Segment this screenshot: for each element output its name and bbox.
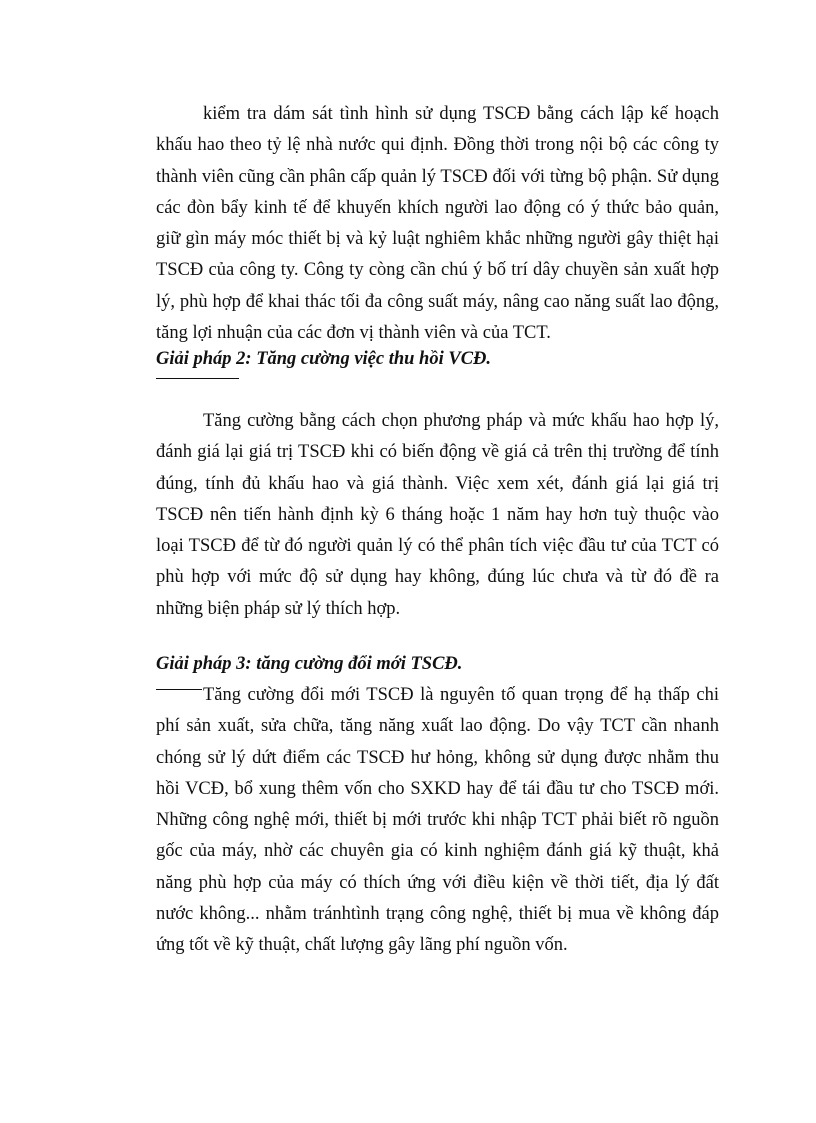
- heading-solution-3: Giải pháp 3: tăng cường đổi mới TSCĐ.: [156, 654, 463, 674]
- paragraph-asset-renewal: Tăng cường đổi mới TSCĐ là nguyên tố quan trọng để hạ thấp chi phí sản xuất, sửa chữa, tăng năng xuất lao động. Do vậy TCT cần nhanh chóng sử lý dứt điểm các TSCĐ hư hỏng, không sử dụng được nhằm thu hồi VCĐ, bổ xung thêm vốn cho SXKD hay để tái đầu tư cho TSCĐ mới. Những công nghệ mới, thiết bị mới trước khi nhập TCT phải biết rõ nguồn gốc của máy, nhờ các chuyên gia có kinh nghiệm đánh giá kỹ thuật, khả năng phù hợp của máy có thích ứng với điều kiện về thời tiết, địa lý đất nước không... nhằm tránhtình trạng công nghệ, thiết bị mua về không đáp ứng tốt về kỹ thuật, chất lượng gây lãng phí nguồn vốn.: [156, 685, 719, 956]
- paragraph-capital-recovery: Tăng cường bằng cách chọn phương pháp và mức khấu hao hợp lý, đánh giá lại giá trị TSCĐ khi có biến động về giá cả trên thị trường để tính đúng, tính đủ khấu hao và giá thành. Việc xem xét, đánh giá lại giá trị TSCĐ nên tiến hành định kỳ 6 tháng hoặc 1 năm hay hơn tuỳ thuộc vào loại TSCĐ để từ đó người quản lý có thể phân tích việc đầu tư của TCT có phù hợp với mức độ sử dụng hay không, đúng lúc chưa và từ đó đề ra những biện pháp sử lý thích hợp.: [156, 411, 719, 619]
- paragraph-asset-management: kiểm tra dám sát tình hình sử dụng TSCĐ bằng cách lập kế hoạch khấu hao theo tỷ lệ nhà nước qui định. Đồng thời trong nội bộ các công ty thành viên cũng cần phân cấp quản lý TSCĐ đối với từng bộ phận. Sử dụng các đòn bẩy kinh tế để khuyến khích người lao động có ý thức bảo quản, giữ gìn máy móc thiết bị và kỷ luật nghiêm khắc những người gây thiệt hại TSCĐ của công ty. Công ty còng cần chú ý bố trí dây chuyền sản xuất hợp lý, phù hợp để khai thác tối đa công suất máy, nâng cao năng suất lao động, tăng lợi nhuận của các đơn vị thành viên và của TCT.: [156, 104, 719, 344]
- heading-solution-2: Giải pháp 2: Tăng cường việc thu hồi VCĐ.: [156, 349, 492, 369]
- heading-underline-rule: [156, 378, 239, 379]
